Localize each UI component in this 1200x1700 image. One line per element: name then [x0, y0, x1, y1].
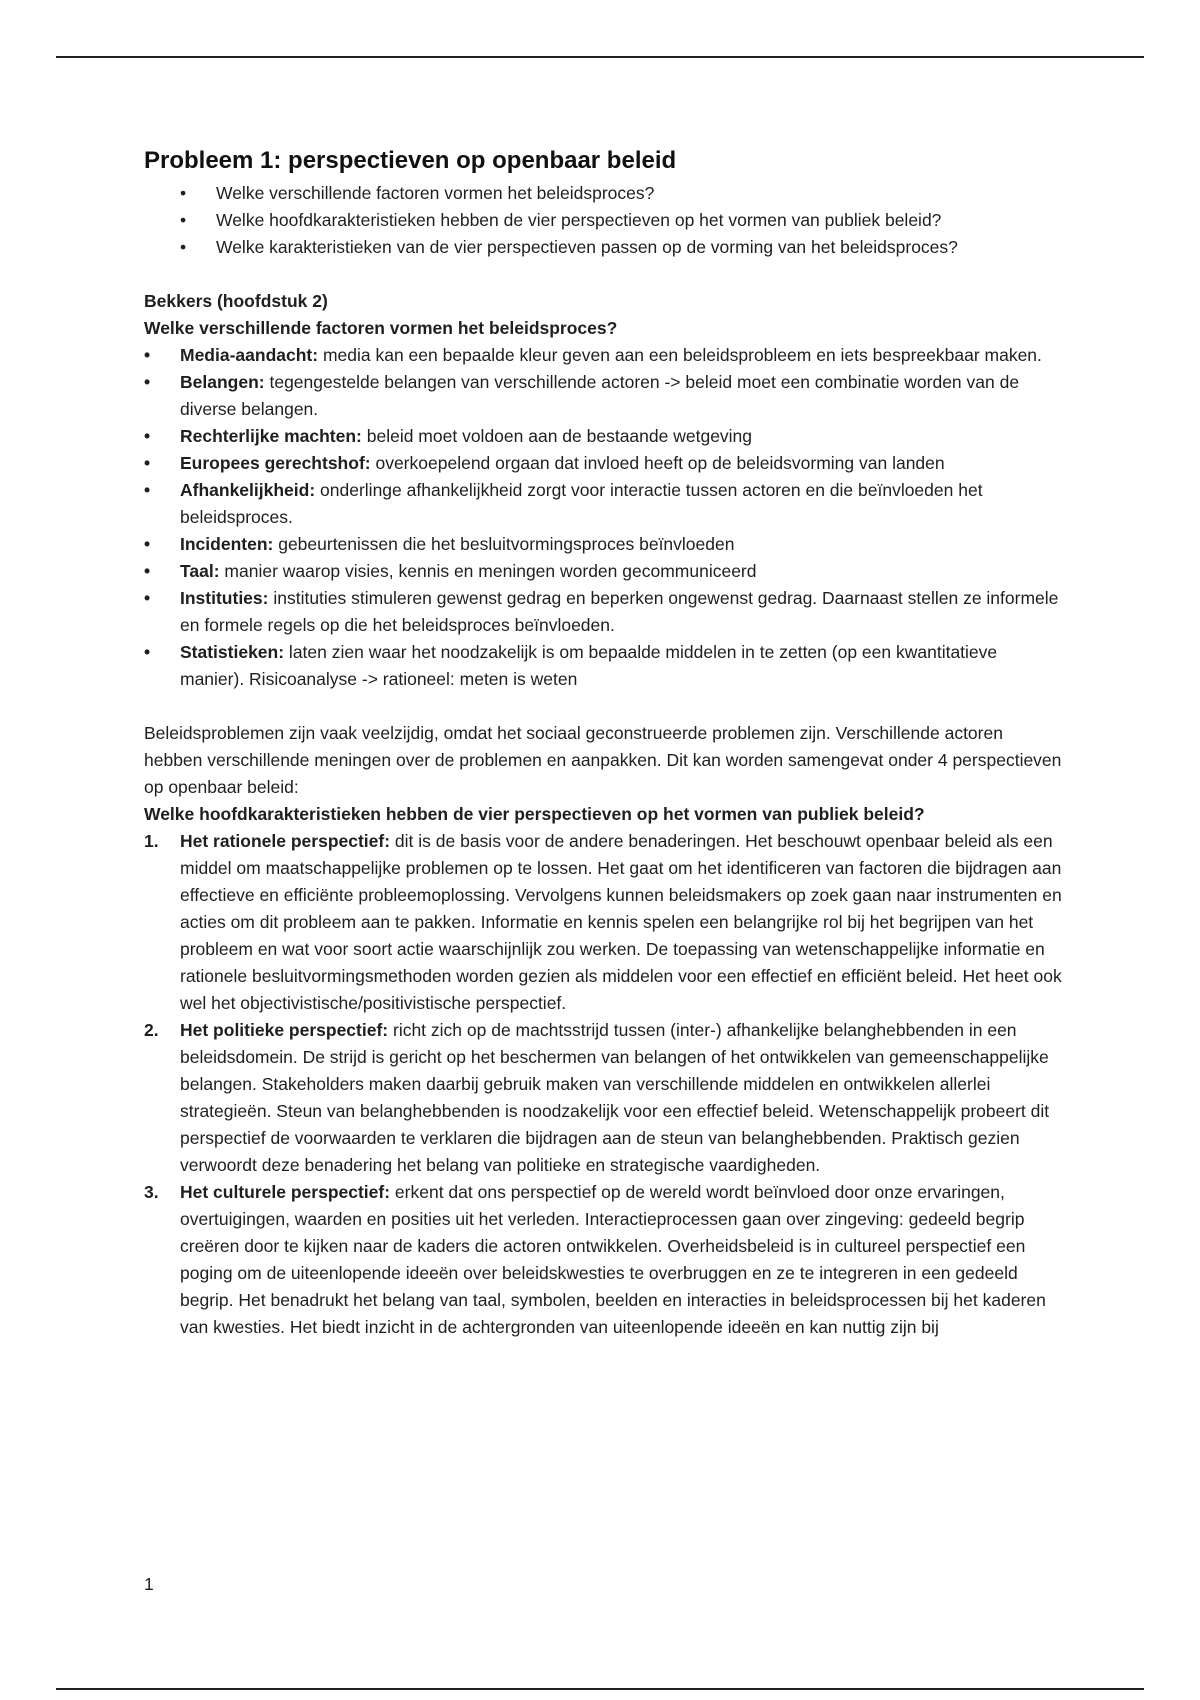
factor-term: Europees gerechtshof: [180, 453, 371, 473]
factor-item [180, 639, 1064, 693]
question-item: • Welke hoofdkarakteristieken hebben de vier perspectieven op het vormen van publiek beleid? [216, 207, 1064, 234]
factor-text: laten zien waar het noodzakelijk is om bepaalde middelen in te zetten (op een kwantitatieve manier). Risicoanalyse -> rationeel: meten is weten [180, 642, 998, 689]
perspective-item [144, 1179, 1064, 1341]
page-number: 1 [144, 1574, 154, 1594]
factor-text: manier waarop visies, kennis en meningen worden gecommuniceerd [219, 561, 757, 581]
footer-rule [56, 1688, 1144, 1690]
factor-text: overkoepelend orgaan dat invloed heeft op de beleidsvorming van landen [370, 453, 945, 473]
question-list [144, 180, 1064, 261]
factor-item [180, 450, 1064, 477]
perspective-number: 3. [144, 1182, 159, 1202]
factor-term: Rechterlijke machten: [180, 426, 362, 446]
perspective-number: 2. [144, 1020, 159, 1040]
perspective-item [144, 1017, 1064, 1179]
perspective-term: Het politieke perspectief: [180, 1020, 389, 1040]
factor-list [144, 342, 1064, 693]
document-page [144, 146, 1064, 1341]
question-item: • Welke verschillende factoren vormen het beleidsproces? [216, 180, 1064, 207]
intro-paragraph: Beleidsproblemen zijn vaak veelzijdig, omdat het sociaal geconstrueerde problemen zijn. Verschillende actoren hebben verschillende meningen over de problemen en aanpakken. Dit kan worden samengevat onder 4 perspectieven op openbaar beleid: [144, 723, 1062, 797]
factor-term: Taal: [180, 561, 220, 581]
source-heading: Bekkers (hoofdstuk 2) [144, 291, 328, 311]
perspective-term: Het rationele perspectief: [180, 831, 391, 851]
factor-term: Media-aandacht: [180, 345, 319, 365]
perspective-list [144, 828, 1064, 1341]
perspective-text: erkent dat ons perspectief op de wereld wordt beïnvloed door onze ervaringen, overtuigingen, waarden en posities uit het verleden. Interactieprocessen gaan over zingeving: gedeeld begrip creëren door te kijken naar de kaders die actoren ontwikkelen. Overheidsbeleid is in cultureel perspectief een poging om de uiteenlopende ideeën over beleidskwesties te overbruggen en ze te integreren in een gedeeld begrip. Het benadrukt het belang van taal, symbolen, beelden en interacties in beleidsprocessen bij het kaderen van kwesties. Het biedt inzicht in de achtergronden van uiteenlopende ideeën en kan nuttig zijn bij [180, 1182, 1046, 1337]
factor-item [180, 585, 1064, 639]
perspective-item [144, 828, 1064, 1017]
factor-text: tegengestelde belangen van verschillende actoren -> beleid moet een combinatie worden van de diverse belangen. [180, 372, 1020, 419]
factor-item [180, 531, 1064, 558]
factor-item [180, 477, 1064, 531]
factor-item [180, 558, 1064, 585]
factor-text: instituties stimuleren gewenst gedrag en beperken ongewenst gedrag. Daarnaast stellen ze informele en formele regels op die het beleidsproces beïnvloeden. [180, 588, 1059, 635]
factor-text: gebeurtenissen die het besluitvormingsproces beïnvloeden [273, 534, 735, 554]
perspective-term: Het culturele perspectief: [180, 1182, 391, 1202]
question-item: • Welke karakteristieken van de vier perspectieven passen op de vorming van het beleidsproces? [216, 234, 1064, 261]
perspective-text: dit is de basis voor de andere benaderingen. Het beschouwt openbaar beleid als een middel om maatschappelijke problemen op te lossen. Het gaat om het identificeren van factoren die bijdragen aan effectieve en efficiënte probleemoplossing. Vervolgens kunnen beleidsmakers op zoek gaan naar instrumenten en acties om dit probleem aan te pakken. Informatie en kennis spelen een belangrijke rol bij het begrijpen van het probleem en wat voor soort actie waarschijnlijk zou werken. De toepassing van wetenschappelijke informatie en rationele besluitvormingsmethoden worden gezien als middelen voor een effectief en efficiënt beleid. Het heet ook wel het objectivistische/positivistische perspectief. [180, 831, 1062, 1013]
document-title: Probleem 1: perspectieven op openbaar beleid [144, 147, 677, 174]
factor-text: onderlinge afhankelijkheid zorgt voor interactie tussen actoren en die beïnvloeden het beleidsproces. [180, 480, 983, 527]
factor-term: Belangen: [180, 372, 265, 392]
perspective-text: richt zich op de machtsstrijd tussen (inter-) afhankelijke belanghebbenden in een beleidsdomein. De strijd is gericht op het beschermen van belangen of het ontwikkelen van gemeenschappelijke belangen. Stakeholders maken daarbij gebruik maken van verschillende middelen en ontwikkelen allerlei strategieën. Steun van belanghebbenden is noodzakelijk voor een effectief beleid. Wetenschappelijk probeert dit perspectief de voorwaarden te verklaren die bijdragen aan de steun van belanghebbenden. Praktisch gezien verwoordt deze benadering het belang van politieke en strategische vaardigheden. [180, 1020, 1050, 1175]
factor-term: Incidenten: [180, 534, 274, 554]
factor-item [180, 369, 1064, 423]
factor-term: Statistieken: [180, 642, 285, 662]
factor-text: beleid moet voldoen aan de bestaande wetgeving [361, 426, 753, 446]
factor-text: media kan een bepaalde kleur geven aan een beleidsprobleem en iets bespreekbaar maken. [318, 345, 1042, 365]
factor-term: Afhankelijkheid: [180, 480, 316, 500]
header-rule [56, 56, 1144, 58]
factor-item [180, 342, 1064, 369]
factor-item [180, 423, 1064, 450]
perspectives-heading: Welke hoofdkarakteristieken hebben de vier perspectieven op het vormen van publiek beleid? [144, 804, 925, 824]
perspective-number: 1. [144, 831, 159, 851]
factors-heading: Welke verschillende factoren vormen het beleidsproces? [144, 318, 618, 338]
factor-term: Instituties: [180, 588, 269, 608]
